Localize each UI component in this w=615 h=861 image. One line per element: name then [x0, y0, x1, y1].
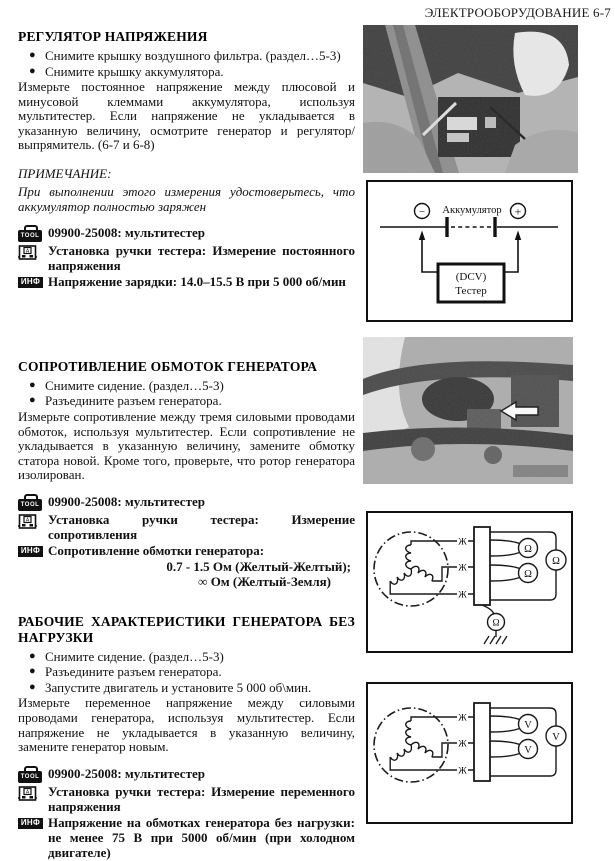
bullet-item: [18, 378, 355, 394]
info-icon: ИНФ: [18, 818, 43, 829]
section-title: РАБОЧИЕ ХАРАКТЕРИСТИКИ ГЕНЕРАТОРА БЕЗ НАГРУЗКИ: [18, 613, 355, 645]
tool-spec-text: 09900-25008: мультитестер: [48, 224, 205, 240]
bullet-text: Разъедините разъем генератора.: [45, 393, 222, 409]
spec-block: [18, 766, 355, 860]
tester-spec-text: Установка ручки тестера: Измерение постоянного напряжения: [48, 242, 355, 273]
bullet-list: [18, 378, 355, 409]
page-header: ЭЛЕКТРООБОРУДОВАНИЕ 6-7: [424, 5, 611, 20]
bullet-text: Снимите сидение. (раздел…5-3): [45, 648, 224, 664]
multitester-icon: [18, 785, 37, 802]
bullet-text: Разъедините разъем генератора.: [45, 664, 222, 680]
arrow-up-icon: [419, 231, 425, 241]
bullet-item: [18, 48, 355, 64]
meter-symbol: V: [552, 731, 560, 743]
figure-battery-diagram: [366, 180, 573, 322]
tool-spec-row: [18, 494, 355, 511]
bullet-marker: ●: [29, 649, 36, 662]
bullet-list: [18, 649, 355, 696]
battery-label: Аккумулятор: [442, 205, 502, 216]
tester-spec-row: [18, 784, 355, 814]
tester-spec-text: Установка ручки тестера: Измерение переменного напряжения: [48, 783, 355, 814]
toolbox-icon: TOOL: [18, 771, 42, 783]
tool-spec-text: 09900-25008: мультитестер: [48, 493, 205, 509]
section-no-load-performance: [18, 614, 355, 860]
generator-photo-image: [363, 337, 573, 484]
figure-resistance-diagram: [366, 511, 573, 653]
bullet-text: Снимите крышку воздушного фильтра. (раздел…5-3): [45, 48, 341, 63]
bullet-text: Запустите двигатель и установите 5 000 об\мин.: [45, 679, 312, 695]
battery-photo-image: [363, 25, 578, 173]
note-text: При выполнении этого измерения удостоверьтесь, что аккумулятор полностью заряжен: [18, 183, 355, 214]
tester-box-label: Тестер: [455, 285, 487, 297]
bullet-marker: ●: [29, 680, 36, 693]
arrow-up-icon: [515, 231, 521, 241]
tool-spec-row: [18, 766, 355, 783]
note-label: ПРИМЕЧАНИЕ:: [18, 165, 112, 181]
meter-symbol: V: [524, 744, 532, 756]
bullet-text: Снимите крышку аккумулятора.: [45, 63, 224, 79]
info-spec-text: Напряжение зарядки: 14.0–15.5 В при 5 000 об/мин: [48, 273, 346, 289]
wire-color-label: Ж: [458, 739, 467, 750]
ground-icon: [484, 636, 507, 644]
wire-color-label: Ж: [458, 563, 467, 574]
figure-generator-photo: [363, 337, 573, 484]
figure-voltage-diagram: [366, 682, 573, 824]
text-column: [18, 0, 355, 861]
svg-text:A: A: [25, 517, 30, 524]
meter-symbol: Ω: [524, 543, 532, 555]
body-paragraph: Измерьте сопротивление между тремя силовыми проводами обмоток, используя мультитестер. Если сопротивление не укладывается в указанную величину, замените обмотку статора новой. Кроме того, проверьте, что ротор генератора изолирован.: [18, 408, 355, 483]
info-value-line: 0.7 - 1.5 Ом (Желтый-Желтый);: [166, 558, 351, 574]
tool-spec-row: [18, 225, 355, 242]
bullet-text: Снимите сидение. (раздел…5-3): [45, 377, 224, 393]
svg-text:A: A: [25, 248, 30, 255]
wire-color-label: Ж: [458, 590, 467, 601]
meter-symbol: V: [524, 719, 532, 731]
minus-symbol: −: [418, 206, 426, 218]
bullet-item: [18, 64, 355, 80]
stator-winding-icon: [390, 545, 434, 586]
tester-spec-row: [18, 512, 355, 542]
bullet-item: [18, 649, 355, 665]
tester-spec-row: [18, 243, 355, 273]
section-winding-resistance: [18, 359, 355, 590]
figure-battery-photo: [363, 25, 578, 173]
body-paragraph: Измерьте переменное напряжение между силовыми проводами генератора, используя мультитестер. Если напряжение не укладывается в указанную величину, замените генератор новым.: [18, 695, 355, 755]
tool-spec-text: 09900-25008: мультитестер: [48, 765, 205, 781]
bullet-item: [18, 680, 355, 696]
spec-block: [18, 494, 355, 590]
bullet-list: [18, 48, 355, 79]
svg-text:A: A: [25, 789, 30, 796]
spec-block: [18, 225, 355, 289]
toolbox-icon: TOOL: [18, 499, 42, 511]
multitester-icon: [18, 244, 37, 261]
meter-symbol: Ω: [492, 618, 500, 629]
bullet-marker: ●: [29, 394, 36, 407]
info-spec-text: Напряжение на обмотках генератора без нагрузки: не менее 75 В при 5000 об/мин (при холодном двигателе): [48, 814, 355, 860]
bullet-item: [18, 664, 355, 680]
wire-color-label: Ж: [458, 766, 467, 777]
info-spec-row: [18, 274, 355, 289]
bullet-marker: ●: [29, 64, 36, 77]
section-title: РЕГУЛЯТОР НАПРЯЖЕНИЯ: [18, 29, 208, 44]
info-icon: ИНФ: [18, 277, 43, 288]
tester-box-label: (DCV): [455, 271, 487, 283]
plus-symbol: +: [514, 204, 522, 219]
meter-symbol: Ω: [524, 568, 532, 580]
section-title: СОПРОТИВЛЕНИЕ ОБМОТОК ГЕНЕРАТОРА: [18, 358, 318, 374]
tester-spec-text: Установка ручки тестера: Измерение сопротивления: [48, 511, 355, 542]
voltage-diagram-drawing: [368, 684, 571, 822]
multitester-icon: [18, 513, 37, 530]
info-icon: ИНФ: [18, 546, 43, 557]
resistance-diagram-drawing: [368, 513, 571, 651]
stator-winding-icon: [390, 721, 434, 762]
battery-diagram-drawing: [368, 182, 571, 320]
meter-symbol: Ω: [552, 555, 560, 567]
info-value-line: ∞ Ом (Желтый-Земля): [198, 574, 331, 590]
toolbox-icon: TOOL: [18, 230, 42, 242]
wire-color-label: Ж: [458, 537, 467, 548]
bullet-marker: ●: [29, 49, 36, 61]
wire-color-label: Ж: [458, 713, 467, 724]
bullet-marker: ●: [29, 378, 36, 391]
bullet-marker: ●: [29, 665, 36, 678]
info-spec-row: [18, 543, 355, 558]
body-paragraph: Измерьте постоянное напряжение между плюсовой и минусовой клеммами аккумулятора, используя мультитестер. Если напряжение не укладывается в указанную величину, осмотрите генератор и регулятор/выпрямитель. (6-7 и 6-8): [18, 79, 355, 153]
info-spec-row: [18, 815, 355, 860]
section-voltage-regulator: [18, 29, 355, 289]
info-spec-text: Сопротивление обмотки генератора:: [48, 542, 265, 558]
bullet-item: [18, 393, 355, 409]
